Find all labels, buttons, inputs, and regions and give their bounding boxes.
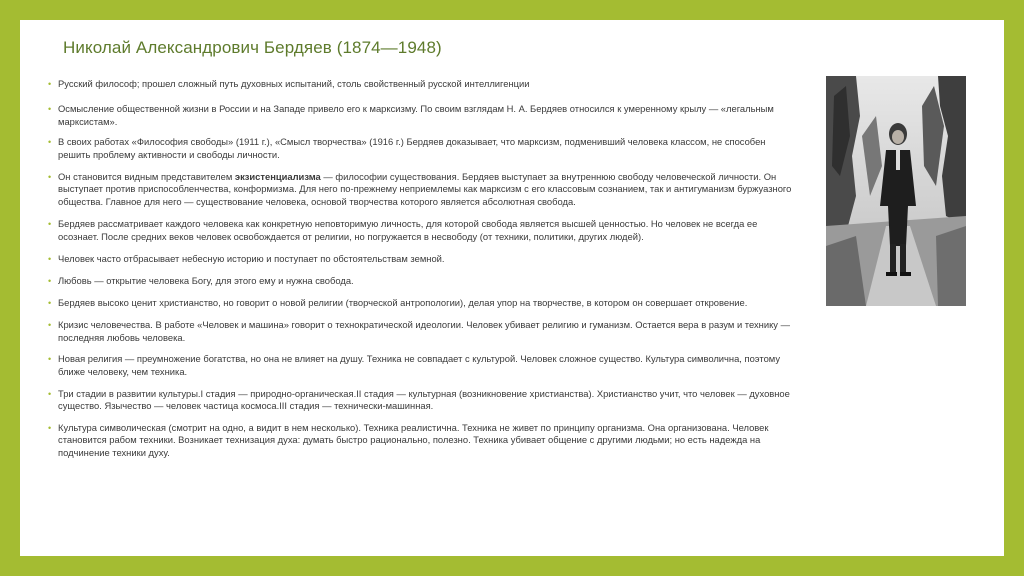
bullet-item: • В своих работах «Философия свободы» (1911 г.), «Смысл творчества» (1916 г.) Бердяев доказывает, что марксизм, подменивший человека классом, не способен решить проблему активности и свободы личности. xyxy=(48,136,796,161)
portrait-photo-image xyxy=(826,76,966,306)
bullet-item xyxy=(48,171,796,208)
slide-title: Николай Александрович Бердяев (1874—1948) xyxy=(63,38,442,57)
slide xyxy=(20,20,1004,556)
bullet-bold-term: экзистенциализма xyxy=(234,171,321,183)
bullet-item: • Любовь — открытие человека Богу, для этого ему и нужна свобода. xyxy=(48,275,796,287)
portrait-photo xyxy=(826,76,966,306)
bullet-item: • Бердяев высоко ценит христианство, но говорит о новой религии (творческой антропологии), делая упор на творчестве, в котором он совершает откровение. xyxy=(48,297,796,309)
bullet-item: • Три стадии в развитии культуры.I стадия — природно-органическая.II стадия — культурная (возникновение христианства). Христианство учит, что человек — духовное существо. Язычество — человек частица космоса.III стадия — технически-машинная. xyxy=(48,388,796,413)
bullet-item: • Человек часто отбрасывает небесную историю и поступает по обстоятельствам земной. xyxy=(48,253,796,265)
bullet-item: • Кризис человечества. В работе «Человек и машина» говорит о технократической идеологии. Человек убивает религию и гуманизм. Остается вера в разум и технику — последняя любовь человека. xyxy=(48,319,796,344)
bullet-item: • Осмысление общественной жизни в России и на Западе привело его к марксизму. По своим взглядам Н. А. Бердяев относился к умеренному крылу — «легальным марксистам». xyxy=(48,103,796,128)
bullet-item: • Культура символическая (смотрит на одно, а видит в нем несколько). Техника реалистична. Техника не живет по принципу организма. Она организована. Человек становится рабом техники. Возникает технизация духа: думать быстро рационально, полезно. Техника убивает общение с другими людьми; но есть надежда на подчинение техники духу. xyxy=(48,422,796,459)
bullet-text: — философии существования. Бердяев выступает за внутреннюю свободу человеческой личности. Он выступает против приспособленчества, конформизма. Для него по-прежнему неприемлемы как марксизм с его классовым сознанием, так и антигуманизм буржуазного общества. Главное для него — существование человека, основой творчества которого является абсолютная свобода. xyxy=(58,171,792,207)
bullet-item: • Русский философ; прошел сложный путь духовных испытаний, столь свойственный русской интеллигенции xyxy=(48,78,796,90)
bullet-item: • Новая религия — преумножение богатства, но она не влияет на душу. Техника не совпадает с культурой. Человек сложное существо. Культура символична, поэтому ближе человеку, чем техника. xyxy=(48,353,796,378)
bullet-item: • Бердяев рассматривает каждого человека как конкретную неповторимую личность, для которой свобода является высшей ценностью. Но человек не всегда ее осознает. После средних веков человек освобождается от религии, но погружается в несвободу (от техники, политики, других людей). xyxy=(48,218,796,243)
bullet-list xyxy=(48,78,796,459)
bullet-text: Он становится видным представителем xyxy=(58,171,235,183)
